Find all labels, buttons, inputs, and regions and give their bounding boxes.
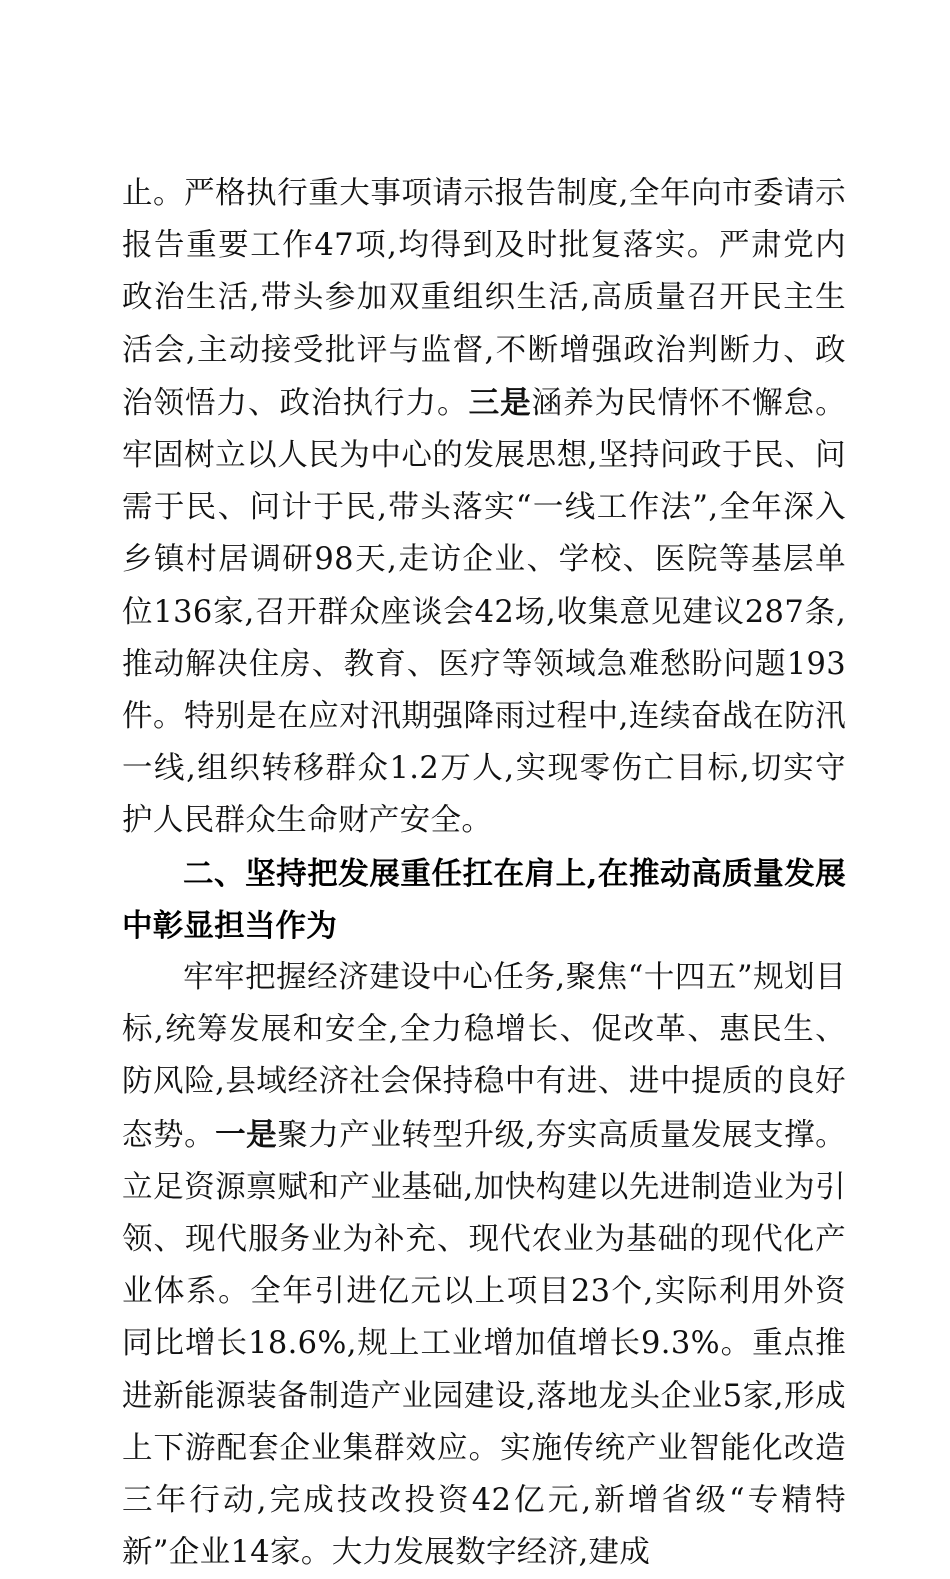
- text-run: 牢牢把握经济建设中心任务,聚焦“十四五”规划目标,统筹发展和安全,全力稳增长、促改革、惠民生、防风险,县域经济社会保持稳中有进、进中提质的良好态势。: [122, 960, 846, 1153]
- emphasis-run: 三是: [468, 384, 532, 421]
- document-text-body: [122, 168, 846, 1579]
- text-run: 止。严格执行重大事项请示报告制度,全年向市委请示报告重要工作47项,均得到及时批复落实。严肃党内政治生活,带头参加双重组织生活,高质量召开民主生活会,主动接受批评与监督,不断增强政治判断力、政治领悟力、政治执行力。: [122, 176, 846, 421]
- emphasis-run: 一是: [215, 1116, 278, 1153]
- body-paragraph-continuation: [122, 168, 846, 848]
- text-run: 聚力产业转型升级,夯实高质量发展支撑。立足资源禀赋和产业基础,加快构建以先进制造业为引领、现代服务业为补充、现代农业为基础的现代化产业体系。全年引进亿元以上项目23个,实际利用外资同比增长18.6%,规上工业增加值增长9.3%。重点推进新能源装备制造产业园建设,落地龙头企业5家,形成上下游配套企业集群效应。实施传统产业智能化改造三年行动,完成技改投资42亿元,新增省级“专精特新”企业14家。大力发展数字经济,建成: [122, 1117, 846, 1571]
- section-heading-two: [122, 848, 846, 952]
- body-paragraph-economic-development: [122, 952, 846, 1579]
- emphasis-run: 二、坚持把发展重任扛在肩上,在推动高质量发展中彰显担当作为: [122, 855, 846, 944]
- text-run: 涵养为民情怀不懈怠。牢固树立以人民为中心的发展思想,坚持问政于民、问需于民、问计于民,带头落实“一线工作法”,全年深入乡镇村居调研98天,走访企业、学校、医院等基层单位136家,召开群众座谈会42场,收集意见建议287条,推动解决住房、教育、医疗等领域急难愁盼问题193件。特别是在应对汛期强降雨过程中,连续奋战在防汛一线,组织转移群众1.2万人,实现零伤亡目标,切实守护人民群众生命财产安全。: [122, 385, 846, 839]
